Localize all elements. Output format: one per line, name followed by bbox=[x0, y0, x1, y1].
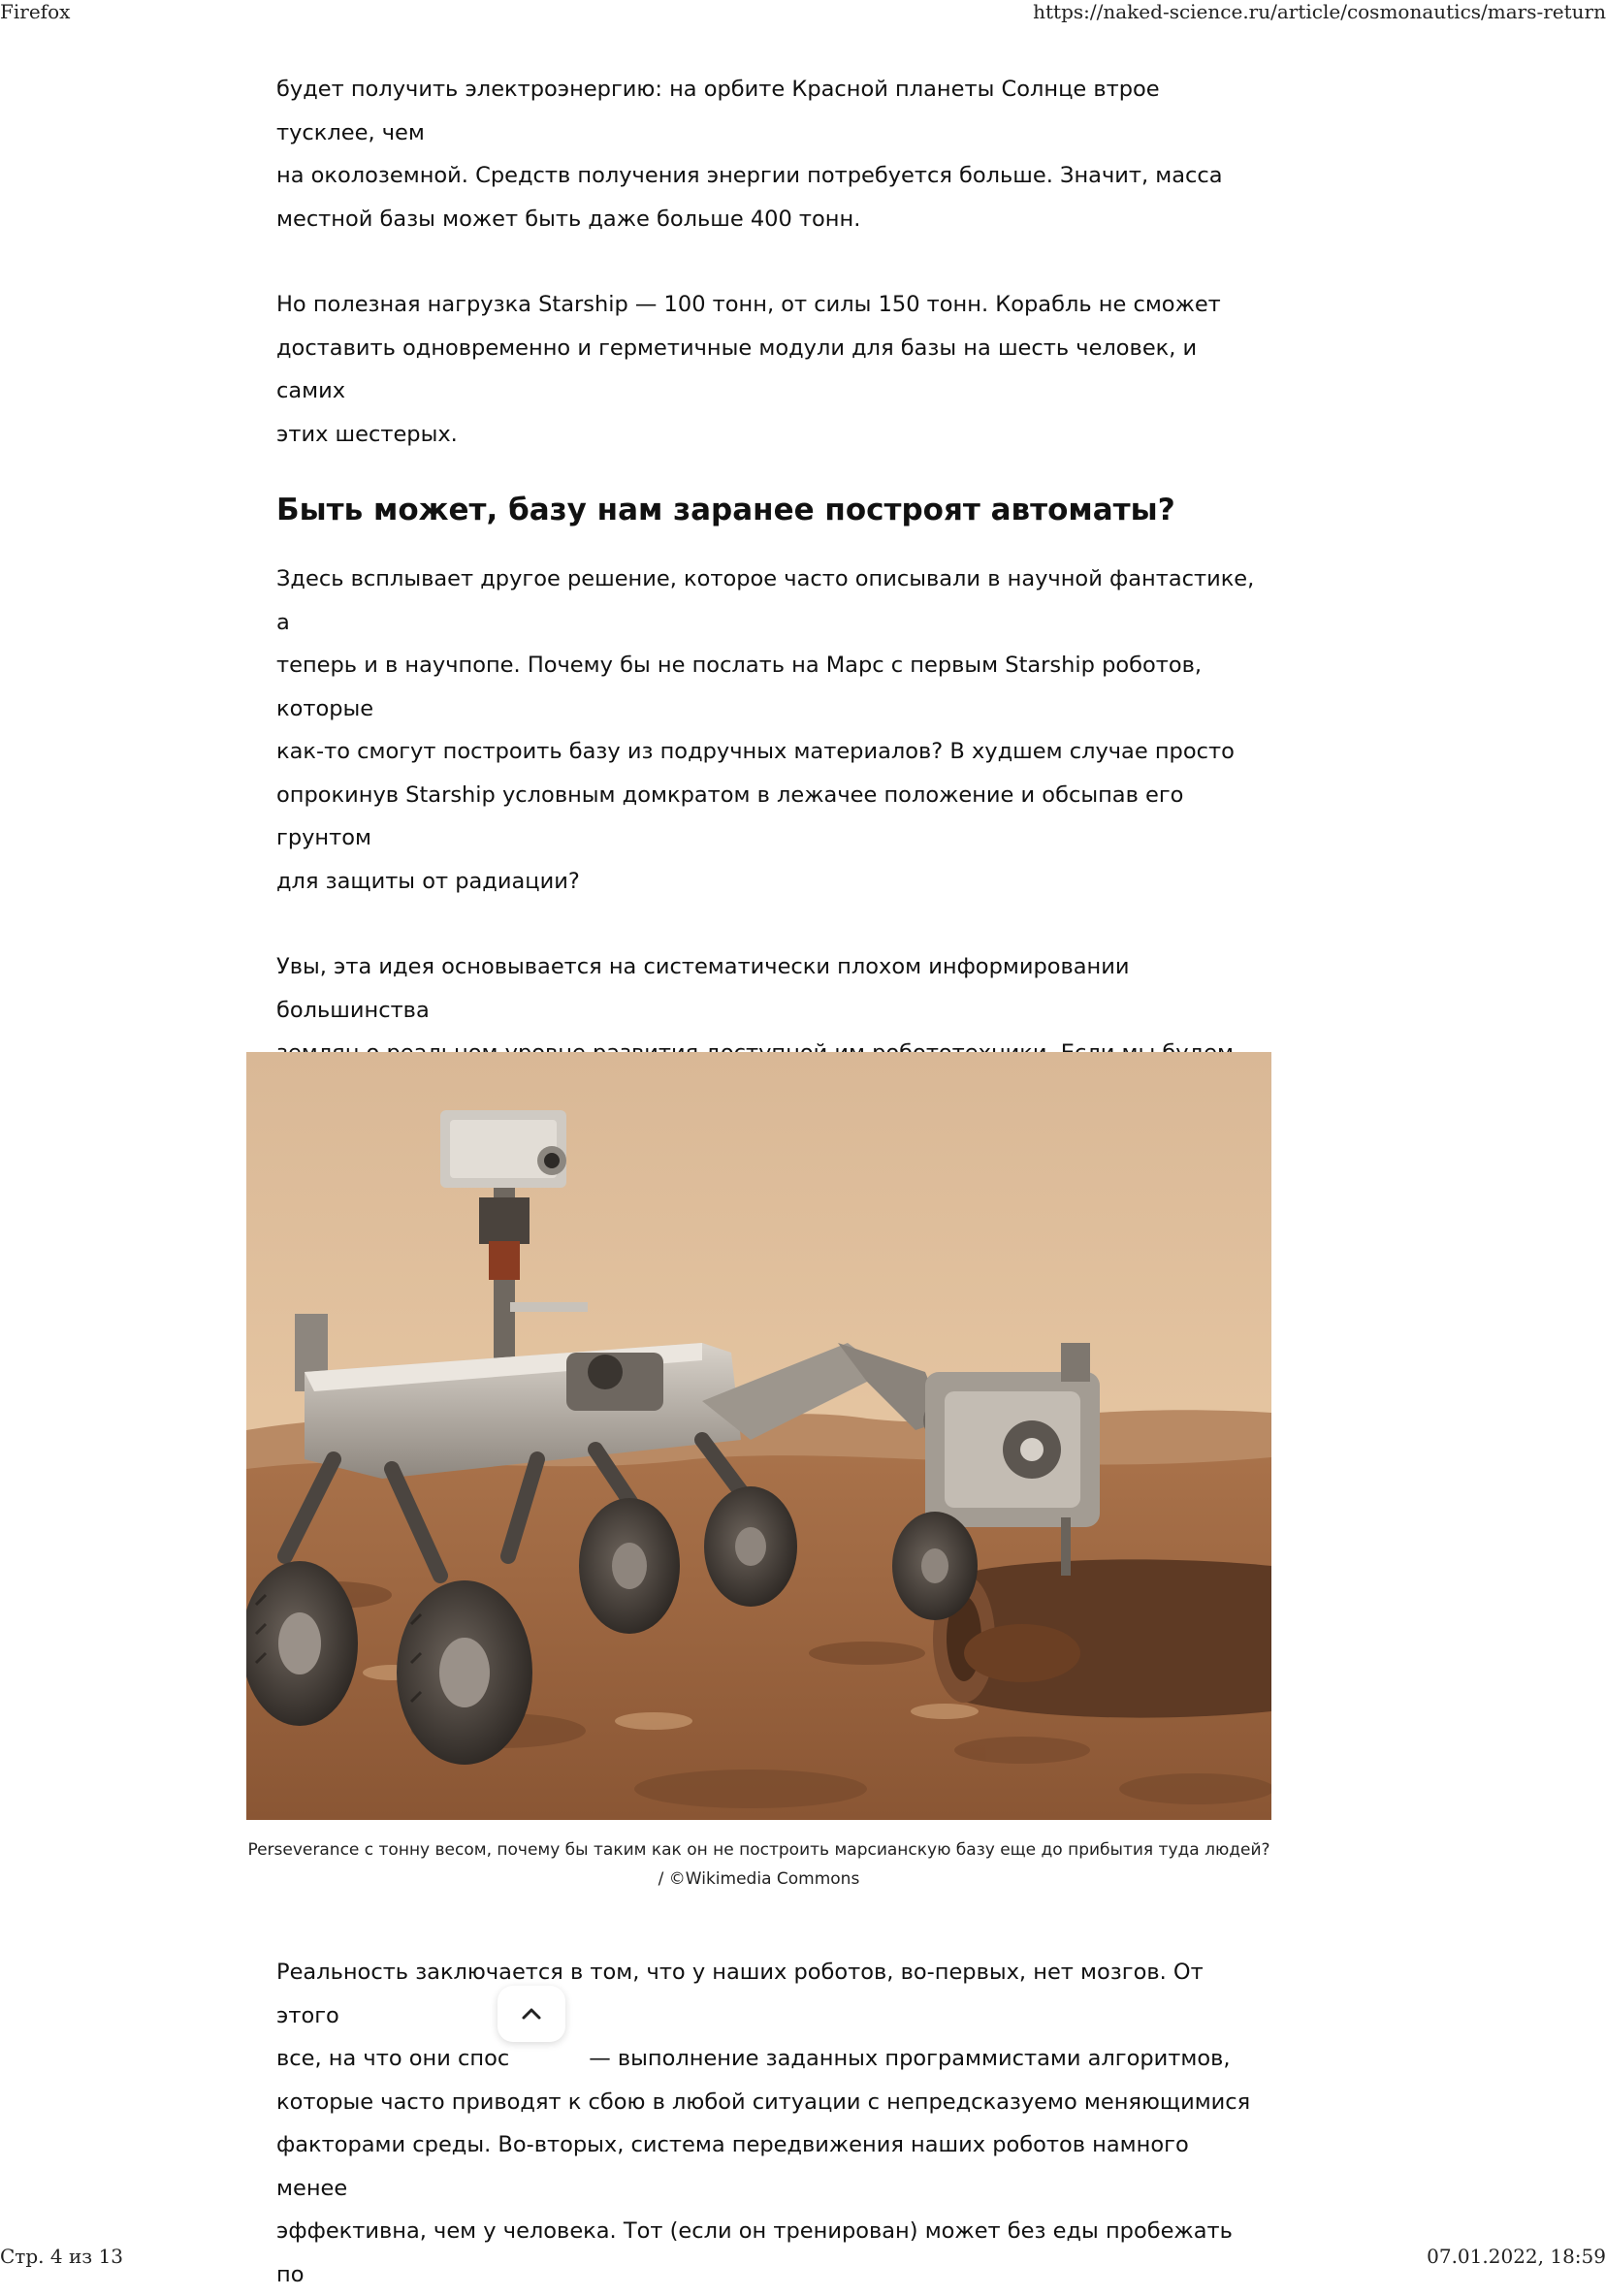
page-number: Стр. 4 из 13 bbox=[0, 2245, 124, 2268]
paragraph: Реальность заключается в том, что у наших роботов, во-первых, нет мозгов. От этого все, на что они спос — выполнение заданных программистами алгоритмов, которые часто приводят к сбою в любой ситуации с непредсказуемо меняющимися факторами среды. Во-вторых, система передвижения наших роботов намного менее эффективна, чем у человека. Тот (если он тренирован) может без еды пробежать по bbox=[276, 1960, 1251, 2287]
browser-name: Firefox bbox=[0, 0, 71, 23]
print-header bbox=[0, 0, 1606, 25]
print-datetime: 07.01.2022, 18:59 bbox=[1427, 2245, 1606, 2268]
article-image bbox=[246, 1052, 1271, 1820]
scroll-to-top-button[interactable] bbox=[498, 1986, 565, 2042]
paragraph: Но полезная нагрузка Starship — 100 тонн, от силы 150 тонн. Корабль не сможет доставить одновременно и герметичные модули для базы на шесть человек, и самих этих шестерых. bbox=[276, 292, 1221, 447]
print-footer bbox=[0, 2243, 1606, 2268]
page-url: https://naked-science.ru/article/cosmonautics/mars-return bbox=[1033, 0, 1606, 23]
rover-illustration bbox=[246, 1052, 1271, 1820]
paragraph: Здесь всплывает другое решение, которое часто описывали в научной фантастике, а теперь и в научпопе. Почему бы не послать на Марс с первым Starship роботов, которые как-то смогут построить базу из подручных материалов? В худшем случае просто опрокинув Starship условным домкратом в лежачее положение и обсыпав его грунтом для защиты от радиации? bbox=[276, 566, 1255, 894]
chevron-up-icon bbox=[521, 2007, 542, 2021]
paragraph: Увы, эта идея основывается на систематически плохом информировании большинства bbox=[276, 954, 1130, 1023]
paragraph: будет получить электроэнергию: на орбите Красной планеты Солнце втрое тусклее, чем на околоземной. Средств получения энергии потребуется больше. Значит, масса местной базы может быть даже больше 400 тонн. bbox=[276, 77, 1223, 232]
section-heading: Быть может, базу нам заранее построят автоматы? bbox=[276, 493, 1175, 527]
image-caption: Perseverance с тонну весом, почему бы таким как он не построить марсианскую базу еще до прибытия туда людей? / ©Wikimedia Commons bbox=[247, 1840, 1270, 1889]
